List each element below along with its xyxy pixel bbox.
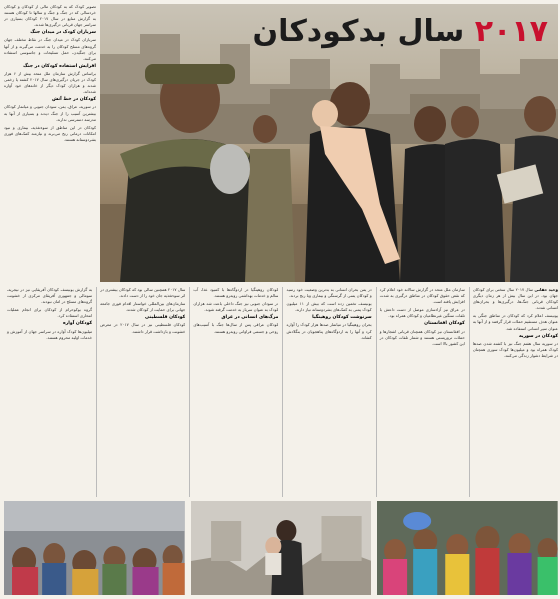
headline-year: ۲۰۱۷ [474, 14, 548, 49]
article-paragraph: در سودان جنوبی نیز جنگ داخلی باعث شد هزاران کودک به عنوان سرباز به خدمت گرفته شوند. [193, 301, 279, 313]
photo-refugee-children-crowd [4, 501, 185, 595]
article-paragraph: در سوریه سال هفتم جنگ نیز با کشته شدن صدها کودک همراه بود و میلیون‌ها کودک سوری همچنان در شرایط دشوار زندگی می‌کنند. [472, 340, 558, 358]
article-paragraph: کودکان عراقی پس از سال‌ها جنگ با آسیب‌های روحی و جسمی فراوانی روبه‌رو هستند. [193, 322, 279, 334]
article-paragraph: میلیون‌ها کودک آواره در سراسر جهان از آموزش و خدمات اولیه محروم هستند. [6, 328, 93, 340]
left-paragraph: کودکان در این مناطق از سوءتغذیه، بیماری و نبود امکانات درمانی رنج می‌برند و نیازمند کمک‌های فوری بشردوستانه هستند. [4, 124, 96, 142]
article-paragraph: بحران روهینگیا در میانمار صدها هزار کودک را آواره کرد و آنها را به اردوگاه‌های پناهجویان در بنگلادش کشاند. [286, 322, 372, 340]
left-subhead: کودکان در خط آتش [51, 97, 96, 103]
column-subhead: کودکان افغانستان [424, 321, 465, 327]
article-columns [4, 287, 558, 497]
article-paragraph: یونیسف تخمین زده است که بیش از ۱۱ میلیون کودک یمنی به کمک‌های بشردوستانه نیاز دارند. [286, 301, 372, 313]
bottom-photo-strip [4, 501, 558, 595]
article-paragraph: در افغانستان نیز کودکان همچنان قربانی انفجارها و حملات تروریستی هستند و شمار تلفات کودکان در این کشور بالا است. [379, 328, 465, 346]
article-paragraph: یونیسف اعلام کرد که کودکان در مناطق جنگی به عنوان هدف مستقیم حملات قرار گرفتند و از آنها به عنوان سپر انسانی استفاده شد. [472, 313, 558, 331]
article-paragraph: در یمن بحران انسانی به بدترین وضعیت خود رسید و کودکان یمنی از گرسنگی و بیماری وبا رنج بردند. [286, 287, 372, 299]
photo-children-colorful-crowd [377, 501, 558, 595]
main-headline [252, 14, 548, 49]
paragraph-text: سال ۲۰۱۷ سال سختی برای کودکان جهان بود. در این سال بیش از هر زمان دیگری کودکان قربانی جنگ‌ها، درگیری‌ها و بحران‌های انسانی شدند. [472, 287, 558, 311]
left-paragraph: در سوریه، عراق، یمن، سودان جنوبی و میانمار کودکان بیشترین آسیب را از جنگ دیدند و بسیاری از آنها به مدرسه دسترسی ندارند. [4, 104, 96, 122]
headline-text: سال بدکودکان [252, 14, 465, 49]
article-paragraph: کودکان فلسطینی نیز در سال ۲۰۱۷ در معرض خشونت و بازداشت قرار داشتند. [100, 322, 186, 334]
column-subhead: مرگ‌های انسانی در عراق [221, 315, 279, 321]
article-column [4, 287, 92, 497]
left-paragraph: تصویر کودک که به کودکان مالی از کودکان و کودکان خردسالی که در جنگ و جنگ و سالها تا کودکان هستند به گزارش منابع در سال ۲۰۱۷ کودکان بسیاری در سراسر جهان قربانی درگیری‌ها شدند. [4, 4, 96, 28]
left-subhead: افزایش استفاده کودکان در جنگ [23, 63, 96, 69]
left-paragraph: سربازان کودک در میدان جنگ در نقاط مختلف جهان گروه‌های مسلح کودکان را به خدمت می‌گیرند و از آنها برای جنگیدن، حمل تسلیحات و جاسوسی استفاده می‌کنند. [4, 37, 96, 61]
article-paragraph: سال ۲۰۱۷ همچنین سالی بود که کودکان بیشتری در اثر سوءتغذیه جان خود را از دست دادند. [100, 287, 186, 299]
article-paragraph [473, 287, 558, 311]
column-subhead: کودکان آواره [62, 321, 93, 327]
left-paragraph: براساس گزارش سازمان ملل متحد بیش از ۶ هزار کودک در جریان درگیری‌های سال ۲۰۱۷ کشته یا زخمی شدند و هزاران کودک دیگر از خانه‌های خود آواره شده‌اند. [4, 70, 96, 95]
column-subhead: کودکان فلسطینی [145, 315, 186, 321]
left-subhead: سربازان کودک در میدان جنگ [30, 30, 96, 36]
article-column [376, 287, 465, 497]
article-paragraph: سازمان ملل متحد در گزارش سالانه خود اعلام کرد که نقض حقوق کودکان در مناطق درگیری به شدت افزایش یافته است. [379, 287, 465, 305]
hero-photo [100, 4, 558, 282]
column-subhead: سرنوشت کودکان روهینگیا [312, 315, 372, 321]
article-paragraph: به گزارش یونیسف کودکان آفریقایی نیز در نیجریه، سومالی و جمهوری آفریقای مرکزی از خشونت گروه‌های مسلح در امان نبودند. [6, 287, 93, 305]
byline: وحید حقانی [534, 287, 558, 292]
article-paragraph: در عراق نیز آزادسازی موصل از دست داعش با تلفات سنگین غیرنظامیان و کودکان همراه بود. [379, 307, 465, 319]
article-paragraph: سازمان‌های بین‌المللی خواستار اقدام فوری جامعه جهانی برای حمایت از کودکان شدند. [100, 301, 186, 313]
article-paragraph: کودکان روهینگیا در اردوگاه‌ها با کمبود غذا، آب سالم و خدمات بهداشتی روبه‌رو هستند. [193, 287, 279, 299]
article-column [282, 287, 371, 497]
article-column [96, 287, 185, 497]
photo-man-carrying-child-rubble [191, 501, 372, 595]
article-column [189, 287, 278, 497]
column-subhead: کودکان در سوریه [519, 333, 558, 339]
article-column [469, 287, 558, 497]
article-paragraph: گروه بوکوحرام از کودکان برای انجام عملیات انتحاری استفاده کرد. [6, 307, 93, 319]
